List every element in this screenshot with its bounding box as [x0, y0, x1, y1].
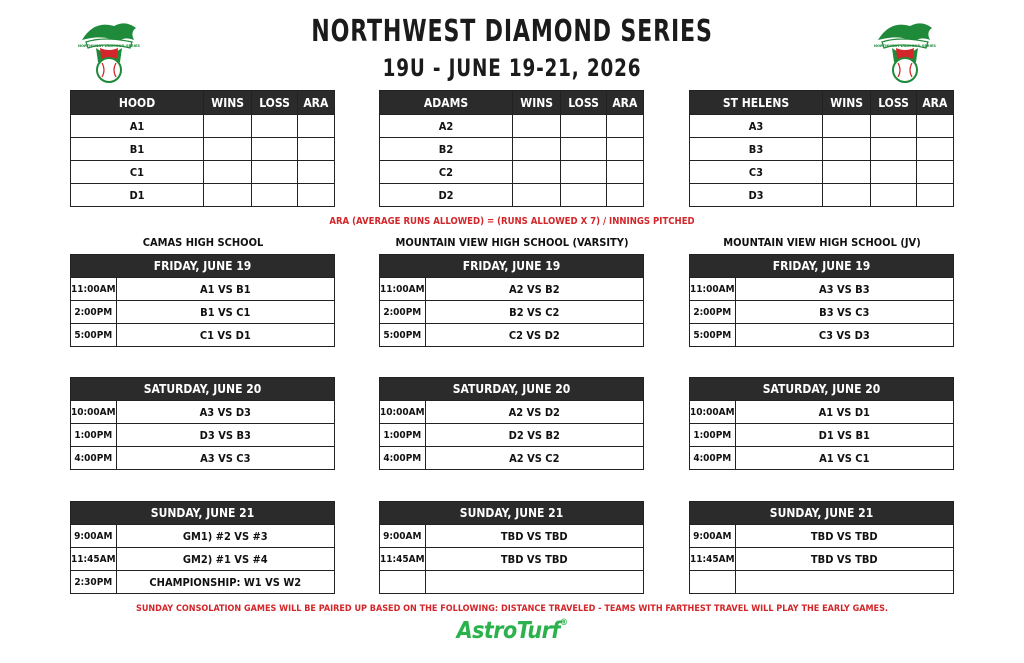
day-header: SATURDAY, JUNE 20 [71, 378, 335, 401]
game-row [71, 447, 335, 470]
svg-text:NORTHWEST DIAMOND SERIES: NORTHWEST DIAMOND SERIES [77, 44, 141, 48]
game-matchup [735, 571, 953, 594]
game-time: 4:00PM [71, 447, 117, 470]
schedule-table [70, 254, 335, 347]
game-matchup: A2 VS D2 [425, 401, 643, 424]
col-loss: LOSS [871, 91, 916, 115]
team-cell: D3 [690, 184, 823, 207]
game-time [380, 571, 426, 594]
game-time: 1:00PM [71, 424, 117, 447]
game-time: 10:00AM [71, 401, 117, 424]
game-matchup: TBD VS TBD [735, 548, 953, 571]
game-row [690, 278, 954, 301]
game-time: 10:00AM [380, 401, 426, 424]
game-matchup: C3 VS D3 [735, 324, 953, 347]
schedule-table [379, 501, 644, 594]
game-time: 5:00PM [71, 324, 117, 347]
day-header: FRIDAY, JUNE 19 [71, 255, 335, 278]
col-ara: ARA [916, 91, 953, 115]
game-time: 4:00PM [690, 447, 736, 470]
game-time: 9:00AM [380, 525, 426, 548]
game-row [690, 525, 954, 548]
game-matchup: C2 VS D2 [425, 324, 643, 347]
game-matchup: B1 VS C1 [116, 301, 334, 324]
game-row [380, 301, 644, 324]
team-cell: A1 [71, 115, 204, 138]
game-time: 1:00PM [690, 424, 736, 447]
game-time: 5:00PM [690, 324, 736, 347]
game-row [71, 525, 335, 548]
team-cell: A2 [380, 115, 513, 138]
game-time: 9:00AM [71, 525, 117, 548]
game-row [380, 525, 644, 548]
game-row [71, 278, 335, 301]
game-matchup: A3 VS B3 [735, 278, 953, 301]
sponsor-logo: AstroTurf® [456, 618, 568, 644]
day-header: SUNDAY, JUNE 21 [690, 502, 954, 525]
consolation-note: SUNDAY CONSOLATION GAMES WILL BE PAIRED UP BASED ON THE FOLLOWING: DISTANCE TRAVELED - TEAMS WITH FARTHEST TRAVEL WILL PLAY THE EARLY GAMES. [135, 604, 888, 614]
series-logo-left [74, 18, 144, 88]
game-matchup: A3 VS C3 [116, 447, 334, 470]
day-header: SUNDAY, JUNE 21 [380, 502, 644, 525]
game-matchup: B2 VS C2 [425, 301, 643, 324]
ara-note: ARA (AVERAGE RUNS ALLOWED) = (RUNS ALLOWED X 7) / INNINGS PITCHED [329, 216, 695, 227]
game-matchup: GM2) #1 VS #4 [116, 548, 334, 571]
schedule-table [379, 254, 644, 347]
game-matchup: D3 VS B3 [116, 424, 334, 447]
game-matchup [425, 571, 643, 594]
venue-name: MOUNTAIN VIEW HIGH SCHOOL (VARSITY) [395, 236, 629, 249]
game-matchup: D1 VS B1 [735, 424, 953, 447]
game-row [380, 571, 644, 594]
game-matchup: TBD VS TBD [425, 525, 643, 548]
col-wins: WINS [204, 91, 252, 115]
game-time: 5:00PM [380, 324, 426, 347]
game-row [71, 401, 335, 424]
day-header: SATURDAY, JUNE 20 [380, 378, 644, 401]
game-time: 11:00AM [690, 278, 736, 301]
game-row [380, 424, 644, 447]
game-row [71, 301, 335, 324]
game-matchup: A2 VS C2 [425, 447, 643, 470]
game-time: 2:00PM [380, 301, 426, 324]
game-time: 11:00AM [380, 278, 426, 301]
pool-table-hood [70, 90, 335, 207]
game-time: 11:00AM [71, 278, 117, 301]
day-header: FRIDAY, JUNE 19 [690, 255, 954, 278]
game-matchup: TBD VS TBD [735, 525, 953, 548]
game-time: 4:00PM [380, 447, 426, 470]
game-row [380, 447, 644, 470]
game-time: 11:45AM [71, 548, 117, 571]
game-row [71, 324, 335, 347]
schedule-table [689, 377, 954, 470]
pool-table-adams [379, 90, 644, 207]
pool-name: ADAMS [380, 91, 513, 115]
game-row [690, 447, 954, 470]
team-cell: D2 [380, 184, 513, 207]
team-cell: B2 [380, 138, 513, 161]
pool-name: ST HELENS [690, 91, 823, 115]
team-cell: A3 [690, 115, 823, 138]
game-row [690, 324, 954, 347]
col-loss: LOSS [561, 91, 606, 115]
col-ara: ARA [606, 91, 643, 115]
col-loss: LOSS [252, 91, 297, 115]
venue-name: MOUNTAIN VIEW HIGH SCHOOL (JV) [723, 236, 921, 249]
game-matchup: A2 VS B2 [425, 278, 643, 301]
day-header: FRIDAY, JUNE 19 [380, 255, 644, 278]
team-cell: D1 [71, 184, 204, 207]
game-matchup: CHAMPIONSHIP: W1 VS W2 [116, 571, 334, 594]
team-cell: C3 [690, 161, 823, 184]
game-row [690, 548, 954, 571]
col-wins: WINS [823, 91, 871, 115]
page-subtitle: 19U - JUNE 19-21, 2026 [382, 54, 642, 82]
schedule-table [70, 377, 335, 470]
game-time: 1:00PM [380, 424, 426, 447]
svg-text:NORTHWEST DIAMOND SERIES: NORTHWEST DIAMOND SERIES [873, 44, 937, 48]
day-header: SATURDAY, JUNE 20 [690, 378, 954, 401]
game-time: 10:00AM [690, 401, 736, 424]
schedule-table [689, 254, 954, 347]
game-matchup: A3 VS D3 [116, 401, 334, 424]
game-time: 9:00AM [690, 525, 736, 548]
page-title: NORTHWEST DIAMOND SERIES [311, 14, 713, 49]
col-ara: ARA [297, 91, 334, 115]
venue-name: CAMAS HIGH SCHOOL [142, 236, 264, 249]
game-row [71, 571, 335, 594]
game-time: 2:00PM [690, 301, 736, 324]
game-row [690, 301, 954, 324]
game-time: 11:45AM [380, 548, 426, 571]
game-row [380, 324, 644, 347]
game-row [380, 401, 644, 424]
game-time: 11:45AM [690, 548, 736, 571]
game-time: 2:30PM [71, 571, 117, 594]
game-row [690, 401, 954, 424]
schedule-table [689, 501, 954, 594]
sponsor-name: AstroTurf [456, 618, 560, 644]
team-cell: C1 [71, 161, 204, 184]
team-cell: B3 [690, 138, 823, 161]
game-row [71, 424, 335, 447]
schedule-table [70, 501, 335, 594]
game-matchup: A1 VS C1 [735, 447, 953, 470]
game-row [690, 424, 954, 447]
game-row [380, 278, 644, 301]
game-row [71, 548, 335, 571]
game-matchup: GM1) #2 VS #3 [116, 525, 334, 548]
game-row [380, 548, 644, 571]
pool-table-st-helens [689, 90, 954, 207]
game-time [690, 571, 736, 594]
game-time: 2:00PM [71, 301, 117, 324]
series-logo-right [870, 18, 940, 88]
team-cell: B1 [71, 138, 204, 161]
pool-name: HOOD [71, 91, 204, 115]
game-matchup: A1 VS B1 [116, 278, 334, 301]
day-header: SUNDAY, JUNE 21 [71, 502, 335, 525]
game-matchup: C1 VS D1 [116, 324, 334, 347]
game-row [690, 571, 954, 594]
schedule-table [379, 377, 644, 470]
col-wins: WINS [513, 91, 561, 115]
game-matchup: B3 VS C3 [735, 301, 953, 324]
game-matchup: A1 VS D1 [735, 401, 953, 424]
game-matchup: TBD VS TBD [425, 548, 643, 571]
game-matchup: D2 VS B2 [425, 424, 643, 447]
team-cell: C2 [380, 161, 513, 184]
